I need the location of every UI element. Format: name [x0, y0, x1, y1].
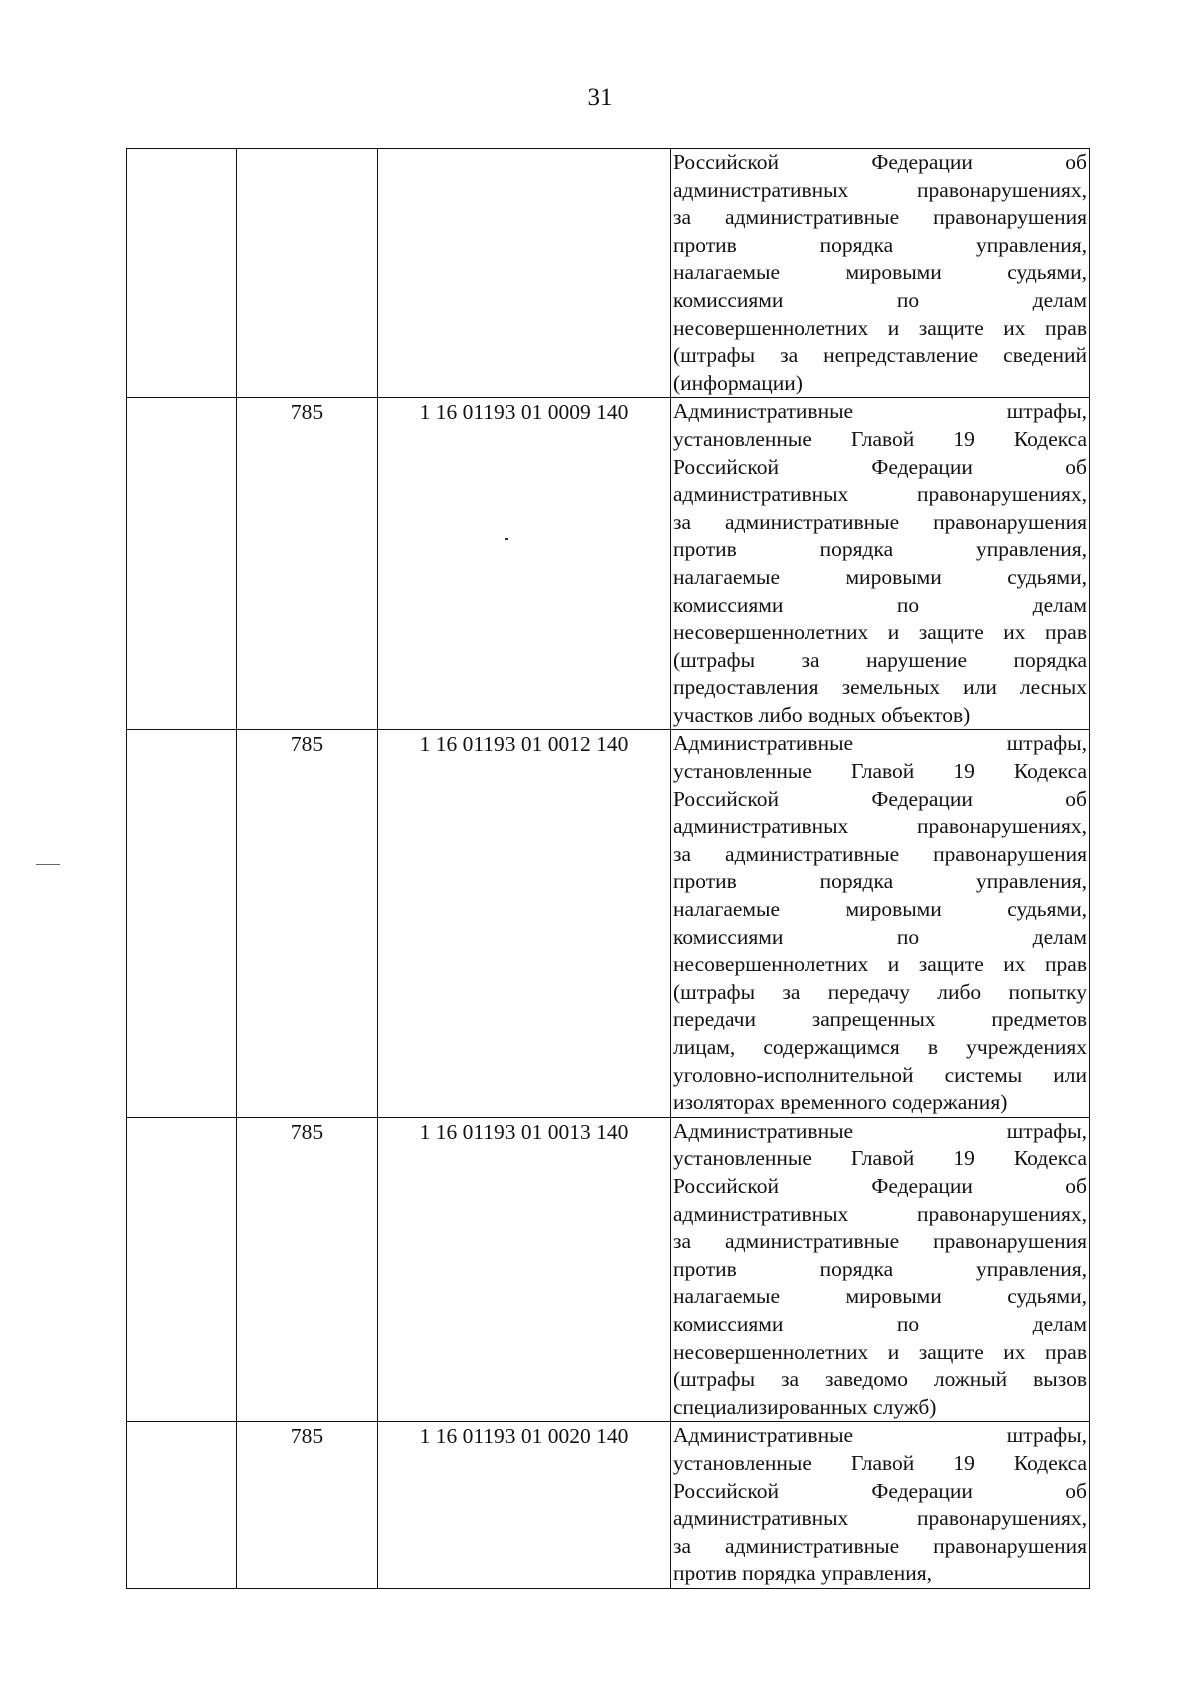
- description-line: предоставления земельных или лесных: [673, 675, 1087, 700]
- budget-code-cell: [378, 149, 671, 398]
- description-line: против порядка управления,: [673, 1561, 932, 1586]
- description-line: Российской Федерации об: [673, 786, 1087, 811]
- description-line: несовершеннолетних и защите их прав: [673, 315, 1087, 340]
- admin-code-cell: [237, 149, 378, 398]
- description-line: против порядка управления,: [673, 869, 1087, 894]
- description-line: установленные Главой 19 Кодекса: [673, 426, 1087, 451]
- fees-table: [126, 148, 1090, 1589]
- row-blank-cell: [127, 730, 237, 1117]
- fees-table-body: [127, 149, 1090, 1589]
- description-line: (штрафы за нарушение порядка: [673, 647, 1087, 672]
- description-line: за административные правонарушения: [673, 509, 1087, 534]
- description-line: Российской Федерации об: [673, 1478, 1087, 1503]
- description-line: против порядка управления,: [673, 537, 1087, 562]
- description-line: (штрафы за непредставление сведений: [673, 343, 1087, 368]
- description-line: за административные правонарушения: [673, 841, 1087, 866]
- description-line: административных правонарушениях,: [673, 482, 1087, 507]
- admin-code-cell: 785: [237, 398, 378, 730]
- description-line: за административные правонарушения: [673, 1229, 1087, 1254]
- description-line: административных правонарушениях,: [673, 177, 1087, 202]
- scan-artifact-dash: [36, 864, 60, 865]
- description-line: налагаемые мировыми судьями,: [673, 1284, 1087, 1309]
- description-line: комиссиями по делам: [673, 1311, 1087, 1336]
- description-line: Административные штрафы,: [673, 399, 1087, 424]
- description-line: несовершеннолетних и защите их прав: [673, 620, 1087, 645]
- description-line: установленные Главой 19 Кодекса: [673, 1450, 1087, 1475]
- description-line: несовершеннолетних и защите их прав: [673, 1339, 1087, 1364]
- admin-code-cell: 785: [237, 1117, 378, 1422]
- description-line: административных правонарушениях,: [673, 1506, 1087, 1531]
- description-line: изоляторах временного содержания): [673, 1090, 1008, 1115]
- description-cell: [671, 149, 1090, 398]
- description-line: налагаемые мировыми судьями,: [673, 260, 1087, 285]
- description-line: за административные правонарушения: [673, 1533, 1087, 1558]
- table-row: [127, 1422, 1090, 1589]
- description-line: за административные правонарушения: [673, 205, 1087, 230]
- page-number: 31: [587, 84, 613, 111]
- table-row: [127, 398, 1090, 730]
- description-line: Российской Федерации об: [673, 150, 1087, 174]
- description-line: комиссиями по делам: [673, 592, 1087, 617]
- description-cell: [671, 398, 1090, 730]
- budget-code-cell: 1 16 01193 01 0020 140: [378, 1422, 671, 1589]
- description-line: специализированных служб): [673, 1394, 937, 1419]
- row-blank-cell: [127, 398, 237, 730]
- description-line: установленные Главой 19 Кодекса: [673, 1146, 1087, 1171]
- description-line: несовершеннолетних и защите их прав: [673, 952, 1087, 977]
- description-line: налагаемые мировыми судьями,: [673, 897, 1087, 922]
- description-line: уголовно-исполнительной системы или: [673, 1062, 1087, 1087]
- row-blank-cell: [127, 149, 237, 398]
- description-line: налагаемые мировыми судьями,: [673, 564, 1087, 589]
- description-line: (информации): [673, 370, 803, 395]
- budget-code-cell: 1 16 01193 01 0012 140: [378, 730, 671, 1117]
- table-row: [127, 1117, 1090, 1422]
- description-line: Административные штрафы,: [673, 1423, 1087, 1448]
- row-blank-cell: [127, 1117, 237, 1422]
- budget-code-cell: 1 16 01193 01 0009 140: [378, 398, 671, 730]
- admin-code-cell: 785: [237, 1422, 378, 1589]
- budget-code-cell: 1 16 01193 01 0013 140: [378, 1117, 671, 1422]
- description-line: Российской Федерации об: [673, 1173, 1087, 1198]
- description-line: лицам, содержащимся в учреждениях: [673, 1035, 1087, 1059]
- description-line: передачи запрещенных предметов: [673, 1007, 1087, 1032]
- description-cell: [671, 1117, 1090, 1422]
- description-line: административных правонарушениях,: [673, 1201, 1087, 1226]
- table-row: [127, 149, 1090, 398]
- description-line: комиссиями по делам: [673, 287, 1087, 312]
- scan-artifact-dot: [505, 538, 508, 540]
- description-line: против порядка управления,: [673, 1256, 1087, 1281]
- description-line: установленные Главой 19 Кодекса: [673, 759, 1087, 784]
- description-cell: [671, 1422, 1090, 1589]
- description-line: (штрафы за передачу либо попытку: [673, 979, 1087, 1004]
- description-cell: [671, 730, 1090, 1117]
- description-line: участков либо водных объектов): [673, 702, 971, 727]
- description-line: против порядка управления,: [673, 232, 1087, 257]
- description-line: Российской Федерации об: [673, 454, 1087, 479]
- row-blank-cell: [127, 1422, 237, 1589]
- table-row: [127, 730, 1090, 1117]
- description-line: комиссиями по делам: [673, 924, 1087, 949]
- description-line: Административные штрафы,: [673, 1118, 1087, 1143]
- description-line: (штрафы за заведомо ложный вызов: [673, 1367, 1087, 1392]
- description-line: административных правонарушениях,: [673, 814, 1087, 839]
- admin-code-cell: 785: [237, 730, 378, 1117]
- description-line: Административные штрафы,: [673, 731, 1087, 756]
